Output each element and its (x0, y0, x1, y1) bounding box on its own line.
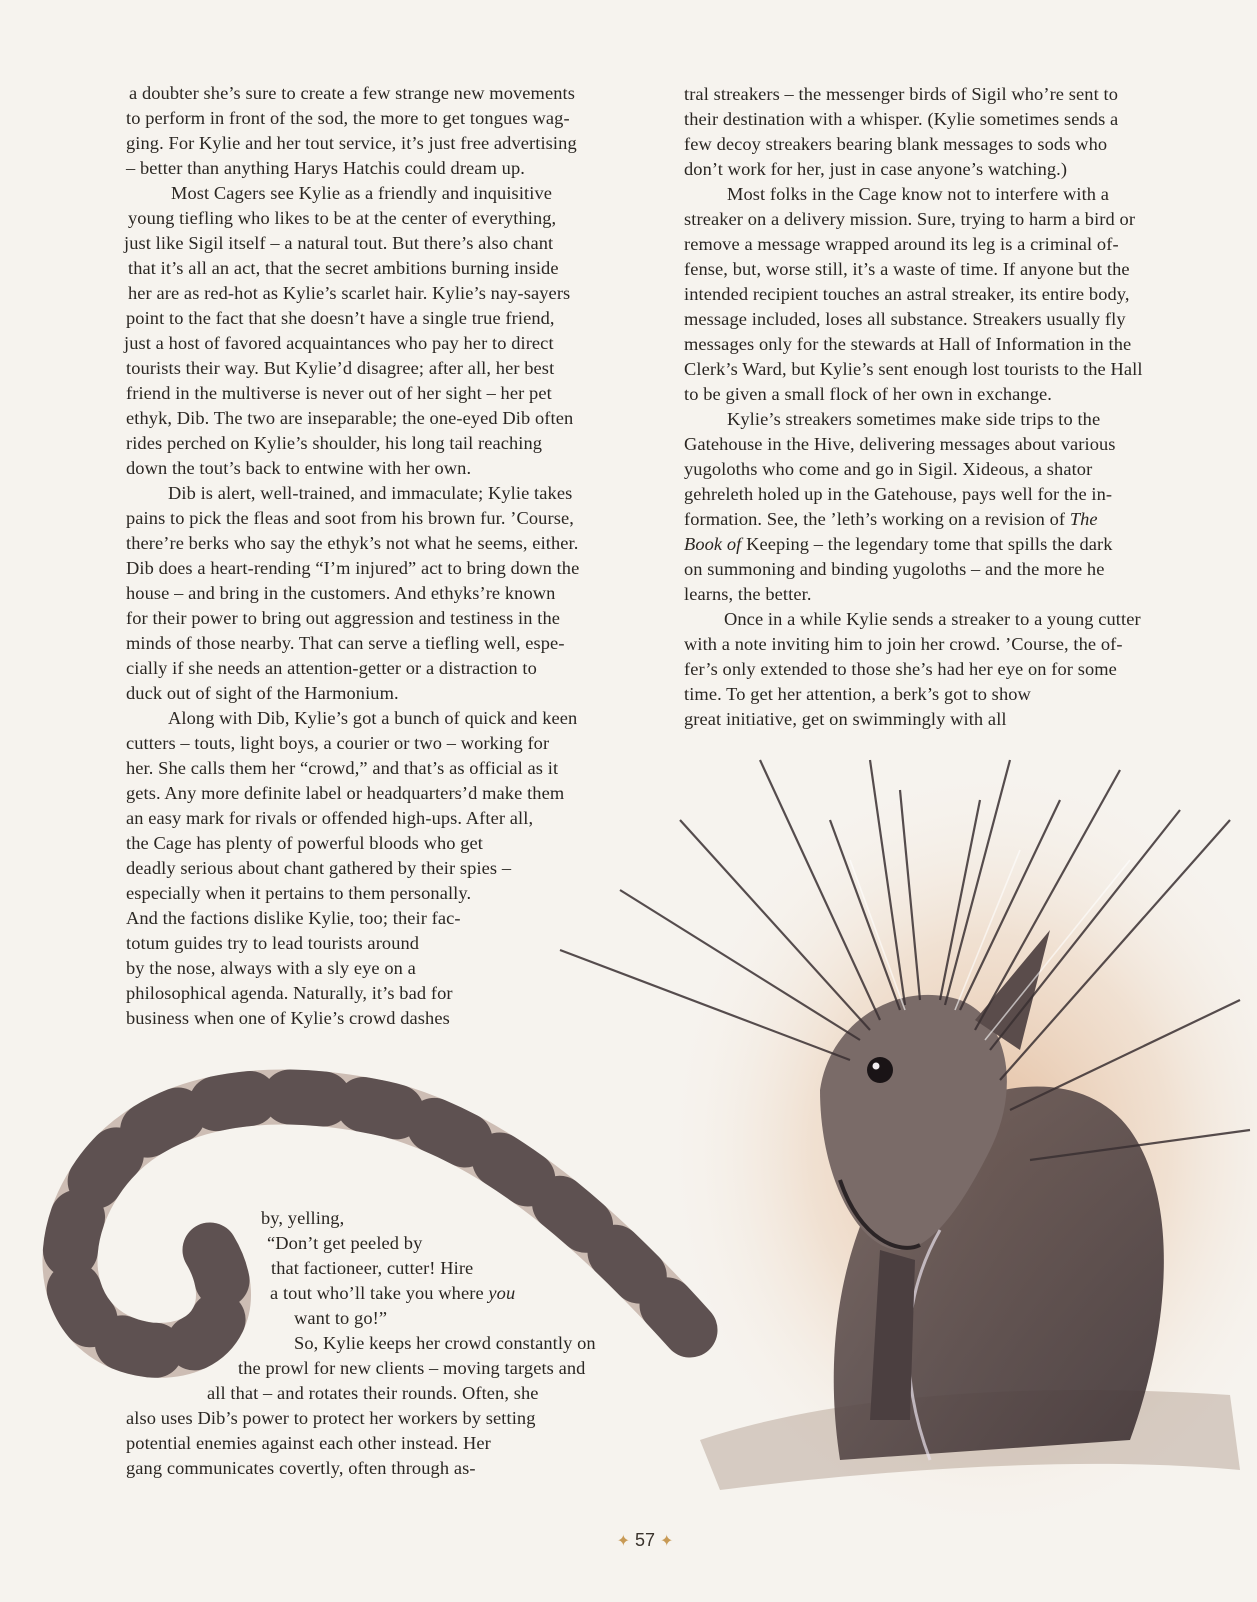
text-line: rides perched on Kylie’s shoulder, his long tail reaching (126, 433, 543, 453)
text-line: a doubter she’s sure to create a few strange new movements (129, 83, 575, 103)
text-line: Gatehouse in the Hive, delivering messages about various (684, 434, 1116, 454)
text-line: just a host of favored acquaintances who pay her to direct (124, 333, 554, 353)
text-line: business when one of Kylie’s crowd dashes (126, 1008, 450, 1028)
text-line: her are as red-hot as Kylie’s scarlet hair. Kylie’s nay-sayers (128, 283, 571, 303)
text-line: friend in the multiverse is never out of her sight – her pet (126, 383, 552, 403)
text-line: So, Kylie keeps her crowd constantly on (294, 1333, 596, 1353)
text-line: also uses Dib’s power to protect her workers by setting (126, 1408, 536, 1428)
text-line: tral streakers – the messenger birds of Sigil who’re sent to (684, 84, 1118, 104)
text-line: down the tout’s back to entwine with her own. (126, 458, 472, 478)
text-line: minds of those nearby. That can serve a tiefling well, espe- (126, 633, 565, 653)
text-line: Dib is alert, well-trained, and immaculate; Kylie takes (168, 483, 573, 503)
text-line: the prowl for new clients – moving targets and (238, 1358, 586, 1378)
text-line: remove a message wrapped around its leg is a criminal of- (684, 234, 1119, 254)
text-line: there’re berks who say the ethyk’s not what he seems, either. (126, 533, 579, 553)
text-line: Along with Dib, Kylie’s got a bunch of quick and keen (168, 708, 578, 728)
text-line: – better than anything Harys Hatchis could dream up. (126, 158, 525, 178)
text-line: with a note inviting him to join her crowd. ’Course, the of- (684, 634, 1123, 654)
text-line: just like Sigil itself – a natural tout. But there’s also chant (124, 233, 554, 253)
ornament-icon: ✦ (616, 1533, 630, 1550)
text-line: cutters – touts, light boys, a courier or two – working for (126, 733, 550, 753)
text-line: an easy mark for rivals or offended high-ups. After all, (126, 808, 534, 828)
text-line: gehreleth holed up in the Gatehouse, pays well for the in- (684, 484, 1113, 504)
text-line: philosophical agenda. Naturally, it’s bad for (126, 983, 453, 1003)
text-line: especially when it pertains to them personally. (126, 883, 472, 903)
text-line: to perform in front of the sod, the more to get tongues wag- (126, 108, 570, 128)
text-line: totum guides try to lead tourists around (126, 933, 420, 953)
text-line: that factioneer, cutter! Hire (271, 1258, 474, 1278)
text-line: time. To get her attention, a berk’s got to show (684, 684, 1031, 704)
text-segment: a tout who’ll take you where (270, 1283, 489, 1303)
text-line: pains to pick the fleas and soot from his brown fur. ’Course, (126, 508, 574, 528)
text-line: Clerk’s Ward, but Kylie’s sent enough lost tourists to the Hall (684, 359, 1143, 379)
text-line: cially if she needs an attention-getter or a distraction to (126, 658, 537, 678)
text-segment-rest: Keeping – the legendary tome that spills the dark (741, 534, 1113, 554)
text-line: young tiefling who likes to be at the center of everything, (128, 208, 557, 228)
text-line: intended recipient touches an astral streaker, its entire body, (684, 284, 1130, 304)
text-line: message included, loses all substance. Streakers usually fly (684, 309, 1126, 329)
text-line: that it’s all an act, that the secret ambitions burning inside (128, 258, 559, 278)
text-line: Most Cagers see Kylie as a friendly and inquisitive (171, 183, 553, 203)
text-line: streaker on a delivery mission. Sure, trying to harm a bird or (684, 209, 1136, 229)
text-line: Dib does a heart-rending “I’m injured” act to bring down the (126, 558, 580, 578)
text-line: learns, the better. (684, 584, 812, 604)
text-line: point to the fact that she doesn’t have a single true friend, (126, 308, 555, 328)
text-line (270, 1281, 515, 1306)
text-line: fer’s only extended to those she’s had her eye on for some (684, 659, 1117, 679)
ethyk-eye (867, 1057, 893, 1083)
text-line: deadly serious about chant gathered by their spies – (126, 858, 512, 878)
page-number (600, 1530, 690, 1551)
text-line: house – and bring in the customers. And ethyks’re known (126, 583, 556, 603)
text-line: great initiative, get on swimmingly with all (684, 709, 1007, 729)
text-line: gets. Any more definite label or headquarters’d make them (126, 783, 565, 803)
text-line: to be given a small flock of her own in exchange. (684, 384, 1052, 404)
text-line (684, 507, 1098, 532)
emphasis-italic: you (488, 1283, 516, 1303)
text-line: by the nose, always with a sly eye on a (126, 958, 416, 978)
text-line (684, 532, 1113, 557)
text-line: ethyk, Dib. The two are inseparable; the one-eyed Dib often (126, 408, 574, 428)
text-line: yugoloths who come and go in Sigil. Xideous, a shator (684, 459, 1093, 479)
text-line: tourists their way. But Kylie’d disagree; after all, her best (126, 358, 555, 378)
text-line: the Cage has plenty of powerful bloods who get (126, 833, 484, 853)
text-segment: formation. See, the ’leth’s working on a revision of (684, 509, 1070, 529)
text-line: want to go!” (294, 1308, 388, 1328)
page-number-text: 57 (634, 1530, 656, 1550)
text-line: “Don’t get peeled by (267, 1233, 423, 1253)
text-line: few decoy streakers bearing blank messages to sods who (684, 134, 1108, 154)
book-title-italic: The (1069, 509, 1098, 529)
text-line: fense, but, worse still, it’s a waste of time. If anyone but the (684, 259, 1130, 279)
text-line: her. She calls them her “crowd,” and that’s as official as it (126, 758, 559, 778)
text-line: duck out of sight of the Harmonium. (126, 683, 399, 703)
text-line: all that – and rotates their rounds. Often, she (207, 1383, 539, 1403)
text-line: Most folks in the Cage know not to interfere with a (727, 184, 1110, 204)
text-line: for their power to bring out aggression and testiness in the (126, 608, 561, 628)
text-line: by, yelling, (261, 1208, 345, 1228)
text-line: don’t work for her, just in case anyone’s watching.) (684, 159, 1068, 179)
text-line: Kylie’s streakers sometimes make side trips to the (727, 409, 1101, 429)
book-title-italic: Book of (684, 534, 742, 554)
text-line: And the factions dislike Kylie, too; their fac- (126, 908, 461, 928)
text-line: potential enemies against each other instead. Her (126, 1433, 491, 1453)
text-line: ging. For Kylie and her tout service, it’s just free advertising (126, 133, 577, 153)
text-line: on summoning and binding yugoloths – and the more he (684, 559, 1105, 579)
ornament-icon: ✦ (660, 1533, 674, 1550)
text-line: Once in a while Kylie sends a streaker to a young cutter (724, 609, 1141, 629)
text-line: messages only for the stewards at Hall of Information in the (684, 334, 1132, 354)
text-line: their destination with a whisper. (Kylie sometimes sends a (684, 109, 1119, 129)
text-line: gang communicates covertly, often through as- (126, 1458, 476, 1478)
